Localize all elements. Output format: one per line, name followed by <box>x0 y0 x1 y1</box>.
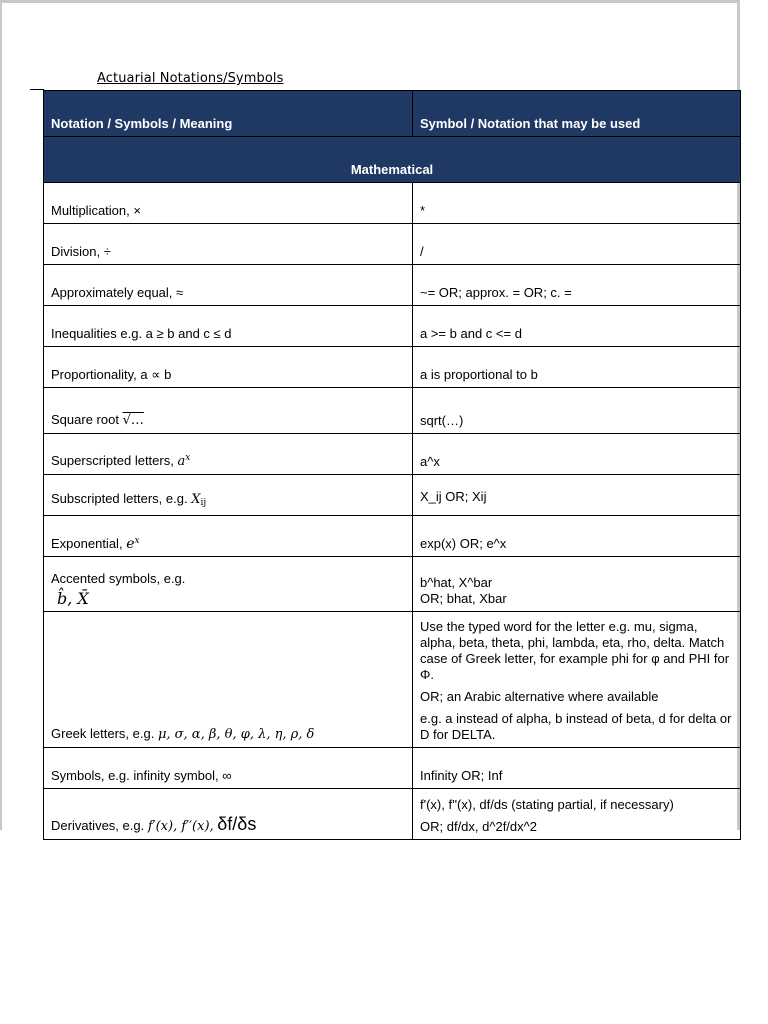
usable-cell <box>413 557 741 612</box>
table-row <box>44 557 741 612</box>
usable-paragraph: f'(x), f''(x), df/ds (stating partial, if necessary) <box>420 797 674 812</box>
meaning-text: Superscripted letters, <box>51 453 174 468</box>
subscript-letters: ij <box>200 498 207 508</box>
section-title: Mathematical <box>44 137 741 183</box>
table-row <box>44 224 741 265</box>
usable-cell <box>413 789 741 840</box>
sqrt-symbol: √… <box>122 413 144 428</box>
meaning-text: Subscripted letters, e.g. <box>51 491 188 506</box>
meaning-text: Exponential, <box>51 536 123 551</box>
meaning-cell: Approximately equal, ≈ <box>44 265 413 306</box>
table-row <box>44 265 741 306</box>
meaning-text: Greek letters, e.g. <box>51 726 155 741</box>
superscript-symbol: a <box>177 454 186 469</box>
usable-cell: a >= b and c <= d <box>413 306 741 347</box>
table-header-row <box>44 91 741 137</box>
meaning-cell: Multiplication, × <box>44 183 413 224</box>
table-row <box>44 347 741 388</box>
meaning-cell <box>44 475 413 516</box>
meaning-cell <box>44 612 413 748</box>
table-row <box>44 789 741 840</box>
meaning-cell: Proportionality, a ∝ b <box>44 347 413 388</box>
header-usable: Symbol / Notation that may be used <box>413 91 741 137</box>
meaning-text: Square root <box>51 412 119 427</box>
exponential-symbol: e <box>126 536 135 552</box>
table-row <box>44 612 741 748</box>
superscript-letter: x <box>185 453 191 463</box>
page-title: Actuarial Notations/Symbols <box>97 71 284 86</box>
meaning-cell <box>44 557 413 612</box>
usable-line: OR; bhat, Xbar <box>420 591 507 606</box>
usable-cell <box>413 612 741 748</box>
table-row <box>44 748 741 789</box>
usable-paragraph: OR; an Arabic alternative where available <box>420 689 659 704</box>
meaning-text: Accented symbols, e.g. <box>51 571 186 586</box>
table-row <box>44 388 741 434</box>
meaning-cell: Symbols, e.g. infinity symbol, ∞ <box>44 748 413 789</box>
usable-paragraph: Use the typed word for the letter e.g. mu, sigma, alpha, beta, theta, phi, lambda, eta, rho, delta. Match case of Greek letter, for example phi for φ and PHI for Φ. <box>420 619 730 682</box>
table-row <box>44 434 741 475</box>
usable-cell: a^x <box>413 434 741 475</box>
section-row <box>44 137 741 183</box>
usable-paragraph: OR; df/dx, d^2f/dx^2 <box>420 819 537 834</box>
usable-cell: Infinity OR; Inf <box>413 748 741 789</box>
meaning-cell: Division, ÷ <box>44 224 413 265</box>
table-row <box>44 183 741 224</box>
title-rule <box>30 89 44 90</box>
table-row <box>44 516 741 557</box>
table-row <box>44 475 741 516</box>
usable-paragraph: e.g. a instead of alpha, b instead of beta, d for delta or D for DELTA. <box>420 711 732 742</box>
partial-derivative-symbol: δf/δs <box>217 814 257 834</box>
usable-cell: sqrt(…) <box>413 388 741 434</box>
meaning-cell <box>44 516 413 557</box>
usable-cell: a is proportional to b <box>413 347 741 388</box>
greek-symbols: μ, σ, α, β, θ, φ, λ, η, ρ, δ <box>157 727 315 742</box>
header-meaning: Notation / Symbols / Meaning <box>44 91 413 137</box>
usable-line: b^hat, X^bar <box>420 575 493 590</box>
usable-cell: exp(x) OR; e^x <box>413 516 741 557</box>
usable-cell: * <box>413 183 741 224</box>
subscript-symbol: X <box>191 492 201 507</box>
usable-cell: X_ij OR; Xij <box>413 475 741 516</box>
meaning-cell <box>44 388 413 434</box>
usable-cell: ~= OR; approx. = OR; c. = <box>413 265 741 306</box>
meaning-cell <box>44 434 413 475</box>
usable-cell: / <box>413 224 741 265</box>
meaning-cell <box>44 789 413 840</box>
table-row <box>44 306 741 347</box>
notation-table <box>43 90 741 840</box>
derivative-symbols: f′(x), f′′(x), <box>147 819 214 834</box>
accented-symbols: b̂, X̄ <box>57 589 89 608</box>
exponent-letter: x <box>134 536 140 546</box>
meaning-text: Derivatives, e.g. <box>51 818 145 833</box>
meaning-cell: Inequalities e.g. a ≥ b and c ≤ d <box>44 306 413 347</box>
